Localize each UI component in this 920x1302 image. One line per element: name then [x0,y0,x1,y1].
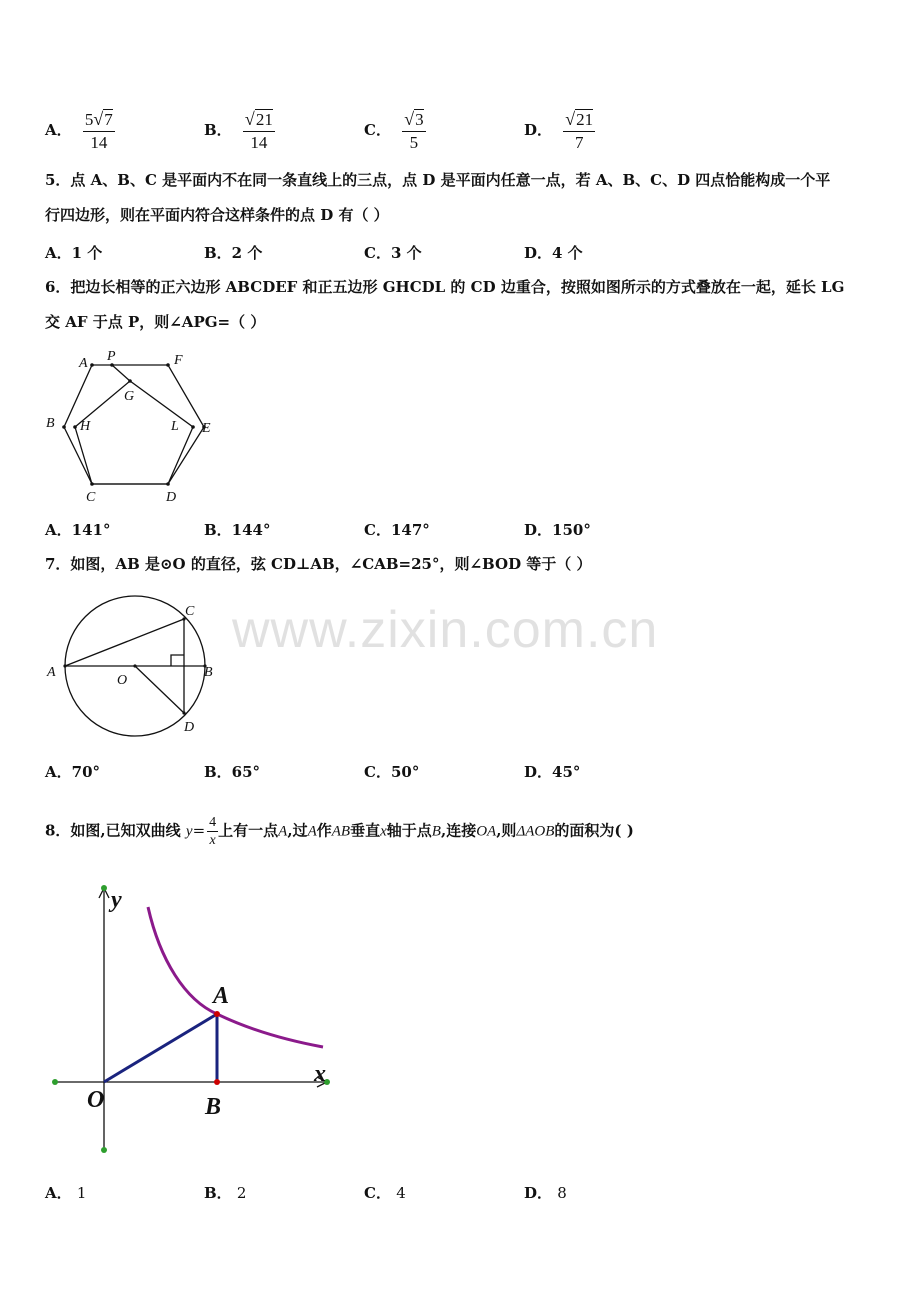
fraction: $\frac{√3}{5}$ [404,109,424,152]
radicand: 7 [104,110,113,129]
q6-option-c: C．147° [364,521,430,539]
coefficient: 5 [84,110,94,129]
q7-line1: 7．如图，AB 是⊙O 的直径，弦 CD⊥AB，∠CAB=25°，则∠BOD 等于（ ） [45,555,592,573]
radicand: 21 [255,110,273,129]
segment-od [135,666,184,713]
q6-line2: 交 AF 于点 P，则∠APG=（ ） [45,313,266,331]
q5-line1: 5．点 A、B、C 是平面内不在同一条直线上的三点，点 D 是平面内任意一点，若 A、B、C、D 四点恰能构成一个平 [45,171,831,189]
q8-text: 轴于点 [386,821,432,840]
fraction: $\frac{√21}{7}$ [565,109,594,152]
label-o: O [87,1087,105,1113]
axis-x: x [380,823,387,840]
option-letter: A． [45,1184,72,1202]
extension-lg [112,365,130,381]
q8-option-b [204,1182,246,1203]
circle-figure [40,592,230,742]
q8-text: 作 [316,821,332,840]
point-b: B [431,823,441,840]
fraction: $\frac{√21}{14}$ [244,109,273,152]
q8-option-a [45,1182,86,1203]
label-c: C [86,490,96,505]
q8-text: 垂直 [350,821,381,840]
radicand: 3 [415,110,424,129]
label-d: D [184,720,195,735]
triangle-aob: ΔAOB [516,823,555,840]
q7-option-a: A．70° [45,763,101,781]
eq-y: y [185,823,193,840]
option-letter: B． [204,121,232,139]
q7-option-b: B．65° [204,763,261,781]
label-b: B [204,665,213,680]
label-f: F [174,353,183,368]
label-a: A [213,983,230,1009]
label-e: E [202,421,211,436]
option-letter: A． [45,121,72,139]
label-x: x [314,1061,326,1087]
radicand: 21 [576,110,594,129]
q8-option-d [524,1182,567,1203]
q6-option-d: D．150° [524,521,591,539]
q7-option-d: D．45° [524,763,581,781]
q8-text: ,连接 [440,821,477,840]
q8-text: 上有一点 [218,821,279,840]
point-a: A [278,823,288,840]
option-value: 4 [396,1184,406,1202]
q4-option-b [204,108,275,154]
segment-oa [104,1014,217,1082]
q8-text: ,过 [287,821,308,840]
denominator: 14 [250,133,268,152]
q6-option-b: B．144° [204,521,271,539]
eq-fraction [207,814,218,849]
q7-option-c: C．50° [364,763,420,781]
option-value: 1 [76,1184,87,1202]
label-g: G [124,389,135,404]
label-d: D [166,490,177,505]
option-letter: B． [204,1184,232,1202]
label-p: P [107,349,116,364]
q8-text: ,则 [496,821,517,840]
point-b-dot [214,1079,220,1085]
option-letter: C． [364,121,391,139]
denominator: 5 [409,133,419,152]
label-b: B [205,1094,222,1120]
option-value: 2 [236,1184,247,1202]
segment-oa: OA [476,823,497,840]
label-y: y [111,887,122,913]
watermark: www.zixin.com.cn [232,601,659,659]
hyperbola-curve [148,907,323,1047]
denominator: 7 [574,133,584,152]
denominator: 14 [90,133,108,152]
label-a: A [47,665,56,680]
label-a: A [79,356,88,371]
q5-option-a: A．1 个 [45,244,103,262]
eq-num: 4 [209,815,217,830]
label-b: B [46,416,55,431]
q8-text: 8．如图,已知双曲线 [45,821,181,840]
option-letter: C． [364,1184,391,1202]
q5-line2: 行四边形，则在平面内符合这样条件的点 D 有（ ） [45,206,389,224]
point-a: A [307,823,317,840]
q5-option-c: C．3 个 [364,244,422,262]
segment-ab: AB [331,823,351,840]
label-o: O [117,673,128,688]
option-value: 8 [557,1184,567,1202]
q8-option-c [364,1182,406,1203]
q8-line1 [45,814,634,849]
q5-option-d: D．4 个 [524,244,583,262]
q6-option-a: A．141° [45,521,111,539]
fraction: $\frac{5√7}{14}$ [84,109,113,152]
eq-den: x [209,833,216,848]
right-angle-mark [171,655,184,666]
q4-option-a [45,108,115,154]
q8-text: 的面积为( ) [554,821,634,840]
label-l: L [171,419,179,434]
option-letter: D． [524,1184,553,1202]
label-h: H [80,419,91,434]
label-c: C [185,604,195,619]
q5-option-b: B．2 个 [204,244,263,262]
point-a-dot [214,1011,220,1017]
q4-option-c [364,108,426,154]
q4-option-d [524,108,595,154]
option-letter: D． [524,121,553,139]
segment-ac [65,619,184,666]
hyperbola-figure [45,880,345,1160]
eq-equals: = [192,821,206,840]
q6-line1: 6．把边长相等的正六边形 ABCDEF 和正五边形 GHCDL 的 CD 边重合，按照如图所示的方式叠放在一起，延长 LG [45,278,845,296]
hexagon-pentagon-figure [40,345,230,510]
